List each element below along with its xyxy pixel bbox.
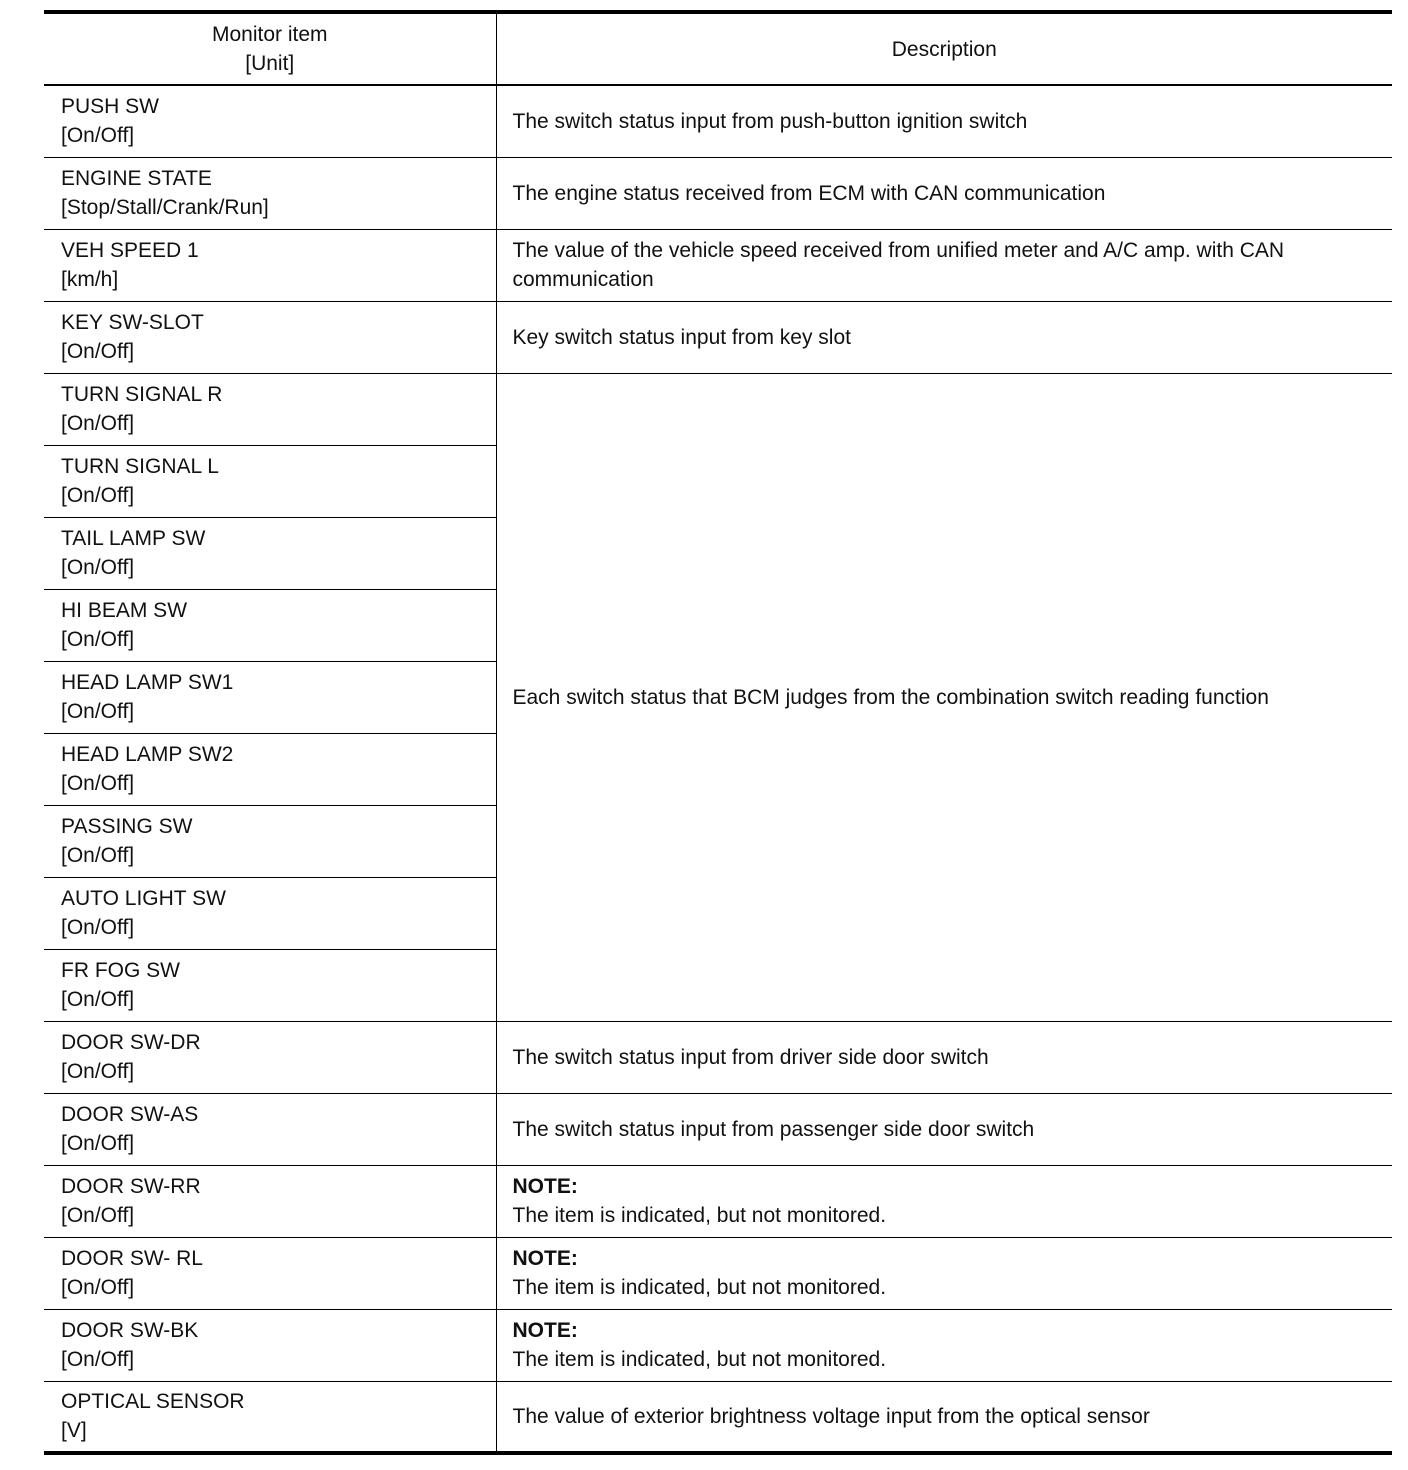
header-monitor-item — [44, 12, 496, 85]
monitor-item-unit: [On/Off] — [61, 988, 135, 1011]
monitor-item-table-container — [44, 10, 1392, 1455]
monitor-item-name: KEY SW-SLOT — [61, 311, 204, 334]
table-row — [44, 1237, 1392, 1309]
monitor-item-cell — [44, 1165, 496, 1237]
monitor-item-table — [44, 10, 1392, 1455]
table-row — [44, 1381, 1392, 1453]
monitor-item-unit: [On/Off] — [61, 1132, 135, 1155]
monitor-item-name: AUTO LIGHT SW — [61, 887, 226, 910]
monitor-item-cell — [44, 1237, 496, 1309]
monitor-item-cell — [44, 445, 496, 517]
monitor-item-cell — [44, 85, 496, 157]
monitor-item-name: DOOR SW-DR — [61, 1031, 201, 1054]
table-row — [44, 1093, 1392, 1165]
monitor-item-name: TAIL LAMP SW — [61, 527, 206, 550]
monitor-item-unit: [On/Off] — [61, 1060, 135, 1083]
monitor-item-name: DOOR SW- RL — [61, 1247, 203, 1270]
monitor-item-name: HI BEAM SW — [61, 599, 188, 622]
description-cell: The switch status input from passenger side door switch — [512, 1117, 1035, 1141]
monitor-item-unit: [Stop/Stall/Crank/Run] — [61, 196, 269, 219]
header-monitor-item-label: Monitor item — [211, 23, 328, 46]
note-label: NOTE: — [512, 1175, 578, 1198]
note-text: The item is indicated, but not monitored. — [512, 1204, 887, 1227]
monitor-item-cell — [44, 1093, 496, 1165]
description-cell-merged: Each switch status that BCM judges from the combination switch reading function — [512, 685, 1269, 709]
description-cell: The switch status input from driver side door switch — [512, 1045, 989, 1069]
monitor-item-cell — [44, 157, 496, 229]
monitor-item-unit: [On/Off] — [61, 1348, 135, 1371]
note-label: NOTE: — [512, 1319, 578, 1342]
note-label: NOTE: — [512, 1247, 578, 1270]
header-unit-label: [Unit] — [245, 52, 295, 75]
table-row — [44, 373, 1392, 445]
table-row — [44, 301, 1392, 373]
description-cell: The switch status input from push-button ignition switch — [512, 109, 1028, 133]
header-description: Description — [891, 37, 997, 61]
note-text: The item is indicated, but not monitored. — [512, 1348, 887, 1371]
monitor-item-cell — [44, 517, 496, 589]
monitor-item-unit: [On/Off] — [61, 124, 135, 148]
table-row — [44, 85, 1392, 157]
table-header-row — [44, 12, 1392, 85]
monitor-item-name: ENGINE STATE — [61, 167, 212, 190]
monitor-item-cell — [44, 1381, 496, 1453]
description-cell — [496, 1309, 1392, 1381]
monitor-item-unit: [On/Off] — [61, 916, 135, 939]
monitor-item-unit: [On/Off] — [61, 844, 135, 867]
note-text: The item is indicated, but not monitored. — [512, 1276, 887, 1299]
monitor-item-cell — [44, 1021, 496, 1093]
monitor-item-cell — [44, 589, 496, 661]
monitor-item-name: PASSING SW — [61, 815, 193, 838]
monitor-item-name: VEH SPEED 1 — [61, 239, 199, 262]
monitor-item-name: DOOR SW-AS — [61, 1103, 199, 1126]
table-row — [44, 1165, 1392, 1237]
monitor-item-unit: [On/Off] — [61, 340, 135, 363]
monitor-item-unit: [km/h] — [61, 268, 119, 291]
monitor-item-unit: [On/Off] — [61, 484, 135, 507]
monitor-item-unit: [On/Off] — [61, 1276, 135, 1299]
table-row — [44, 1309, 1392, 1381]
monitor-item-cell — [44, 949, 496, 1021]
table-row — [44, 157, 1392, 229]
monitor-item-cell — [44, 229, 496, 301]
description-cell: The value of the vehicle speed received from unified meter and A/C amp. with CAN communication — [512, 239, 1285, 291]
monitor-item-name: TURN SIGNAL R — [61, 383, 223, 406]
monitor-item-name: DOOR SW-RR — [61, 1175, 201, 1198]
monitor-item-unit: [On/Off] — [61, 412, 135, 435]
monitor-item-name: OPTICAL SENSOR — [61, 1390, 245, 1414]
monitor-item-name: PUSH SW — [61, 95, 160, 119]
table-row — [44, 1021, 1392, 1093]
monitor-item-cell — [44, 805, 496, 877]
description-cell — [496, 1237, 1392, 1309]
monitor-item-cell — [44, 733, 496, 805]
monitor-item-unit: [On/Off] — [61, 556, 135, 579]
monitor-item-name: HEAD LAMP SW2 — [61, 743, 234, 766]
monitor-item-cell — [44, 877, 496, 949]
monitor-item-name: DOOR SW-BK — [61, 1319, 199, 1342]
monitor-item-unit: [On/Off] — [61, 1204, 135, 1227]
table-row — [44, 229, 1392, 301]
monitor-item-unit: [V] — [61, 1419, 87, 1443]
description-cell: The engine status received from ECM with CAN communication — [512, 181, 1106, 205]
monitor-item-name: FR FOG SW — [61, 959, 180, 982]
monitor-item-unit: [On/Off] — [61, 700, 135, 723]
monitor-item-cell — [44, 301, 496, 373]
monitor-item-cell — [44, 373, 496, 445]
description-cell: The value of exterior brightness voltage input from the optical sensor — [512, 1404, 1150, 1428]
monitor-item-unit: [On/Off] — [61, 772, 135, 795]
description-cell: Key switch status input from key slot — [512, 325, 851, 349]
monitor-item-name: HEAD LAMP SW1 — [61, 671, 234, 694]
monitor-item-name: TURN SIGNAL L — [61, 455, 219, 478]
monitor-item-unit: [On/Off] — [61, 628, 135, 651]
monitor-item-cell — [44, 661, 496, 733]
monitor-item-cell — [44, 1309, 496, 1381]
description-cell — [496, 1165, 1392, 1237]
